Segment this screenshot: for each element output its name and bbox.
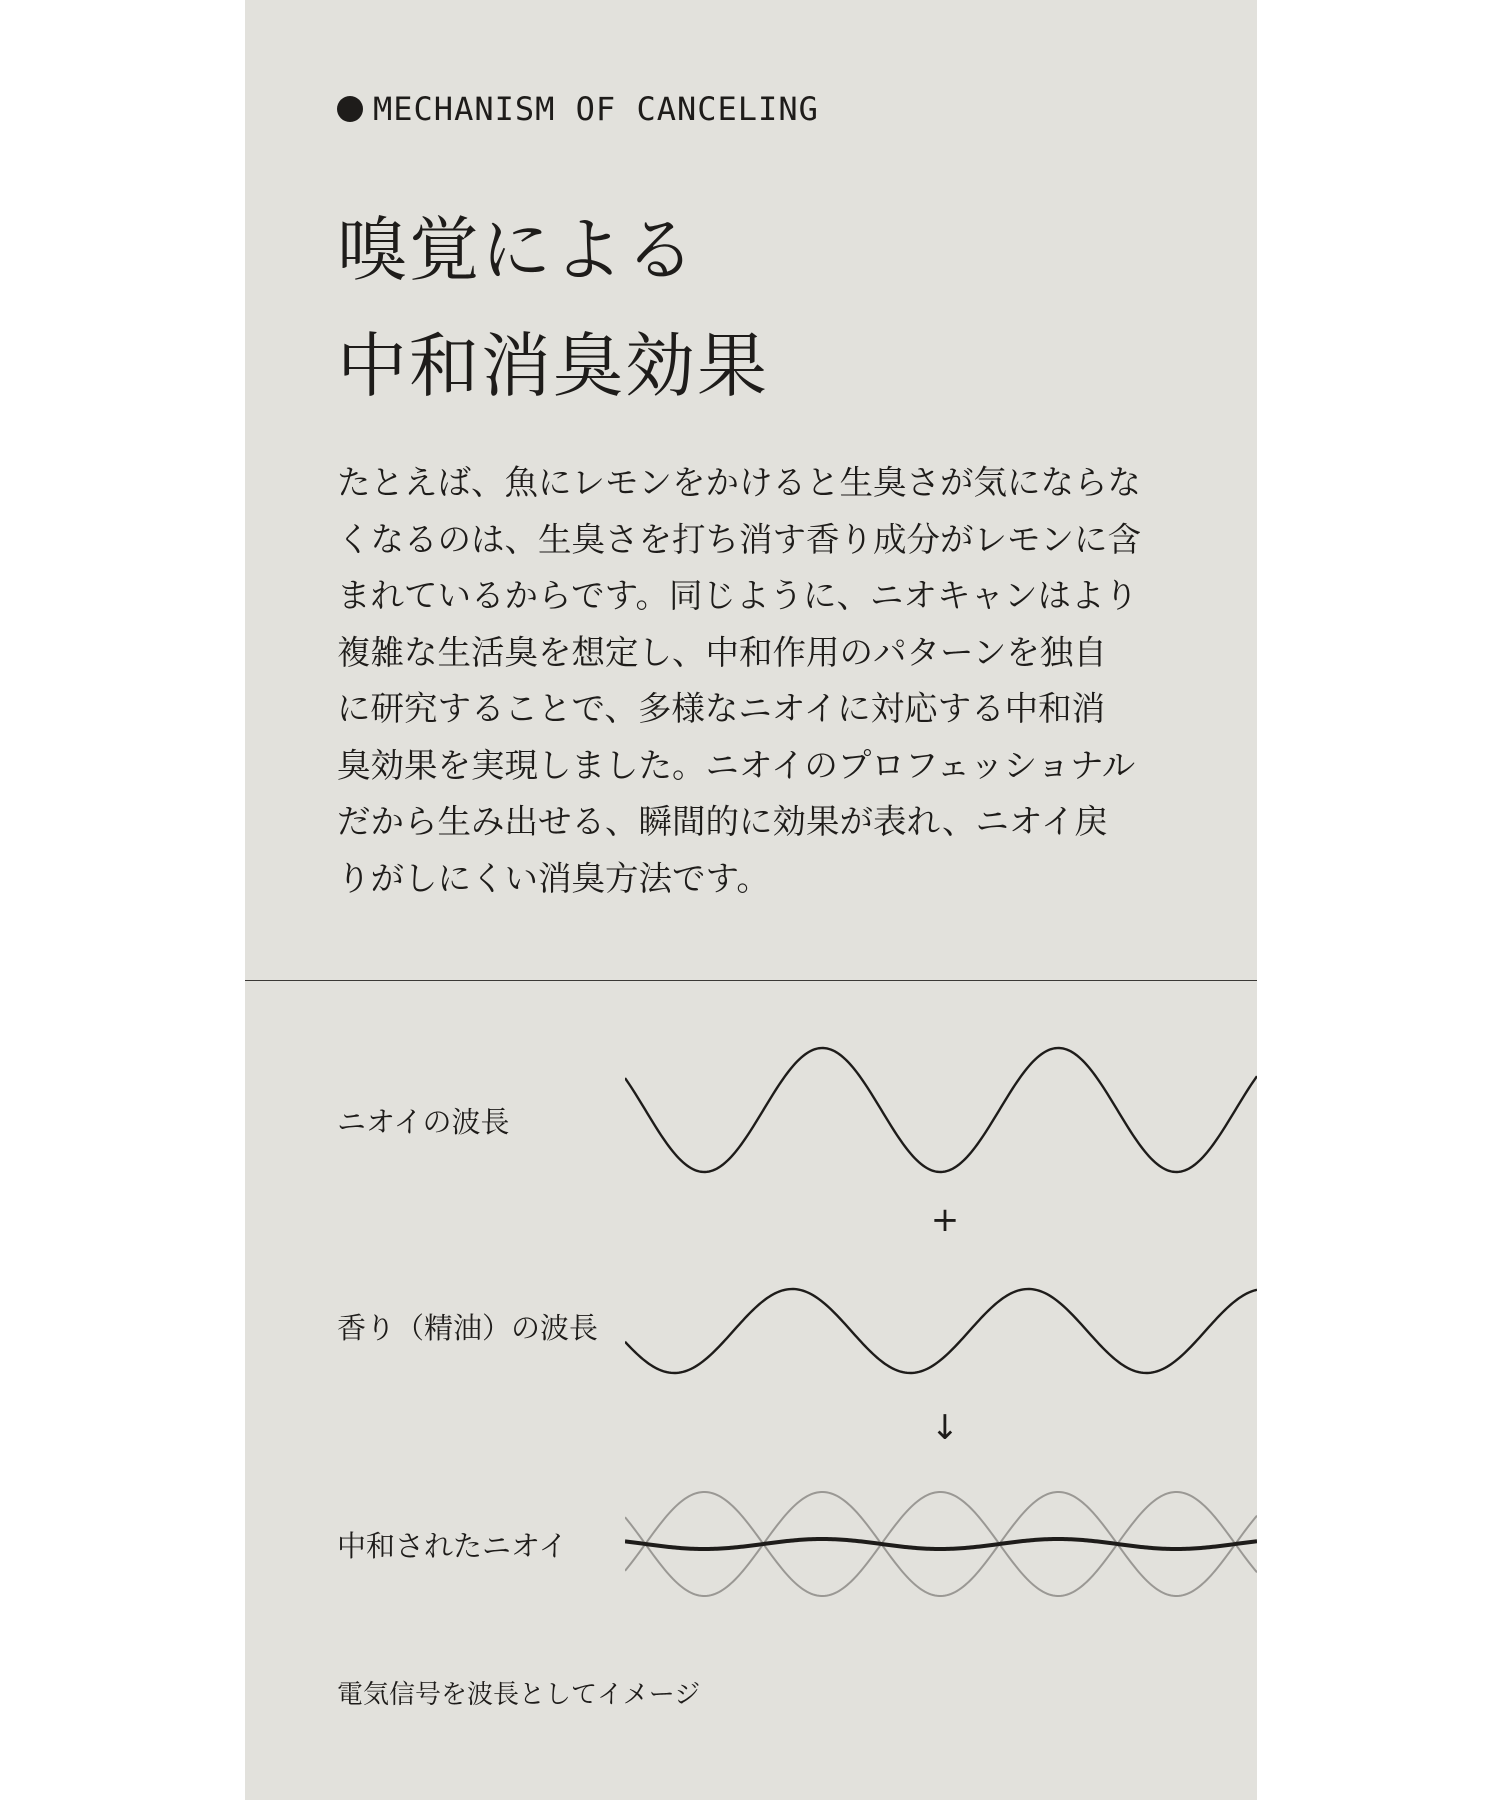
plus-icon: + bbox=[930, 1200, 960, 1240]
neutralized-wave-graphic bbox=[625, 1474, 1257, 1614]
body-line: 複雑な生活臭を想定し、中和作用のパターンを独自 bbox=[337, 632, 1107, 672]
section-eyebrow bbox=[337, 90, 819, 128]
neutralized-wave-label: 中和されたニオイ bbox=[337, 1529, 568, 1563]
body-line: たとえば、魚にレモンをかけると生臭さが気にならな bbox=[337, 463, 1141, 502]
aroma-wave-graphic bbox=[625, 1276, 1257, 1386]
page-title bbox=[337, 192, 769, 424]
title-line-2: 中和消臭効果 bbox=[337, 325, 769, 407]
body-paragraph bbox=[337, 455, 1141, 907]
neutralized-wave-line bbox=[625, 1539, 1257, 1549]
body-line: くなるのは、生臭さを打ち消す香り成分がレモンに含 bbox=[337, 519, 1141, 559]
content-panel bbox=[245, 0, 1257, 1800]
aroma-wave-line bbox=[625, 1289, 1257, 1373]
odor-wave-graphic bbox=[625, 1040, 1257, 1180]
down-arrow-icon: ↓ bbox=[930, 1408, 960, 1448]
body-line: まれているからです。同じように、ニオキャンはより bbox=[337, 576, 1138, 615]
body-line: だから生み出せる、瞬間的に効果が表れ、ニオイ戻 bbox=[337, 802, 1108, 841]
faint-aroma-wave-line bbox=[625, 1492, 1257, 1596]
diagram-caption: 電気信号を波長としてイメージ bbox=[337, 1680, 701, 1710]
odor-wave-label: ニオイの波長 bbox=[337, 1105, 510, 1139]
odor-wave-line bbox=[625, 1048, 1257, 1172]
eyebrow-text: MECHANISM OF CANCELING bbox=[373, 90, 819, 128]
section-divider bbox=[245, 980, 1257, 981]
title-line-1: 嗅覚による bbox=[337, 209, 697, 291]
faint-odor-wave-line bbox=[625, 1492, 1257, 1596]
aroma-wave-label: 香り（精油）の波長 bbox=[337, 1311, 599, 1345]
body-line: 臭効果を実現しました。ニオイのプロフェッショナル bbox=[337, 745, 1136, 785]
bullet-dot-icon bbox=[337, 96, 363, 122]
body-line: りがしにくい消臭方法です。 bbox=[337, 858, 770, 898]
body-line: に研究することで、多様なニオイに対応する中和消 bbox=[337, 689, 1106, 728]
